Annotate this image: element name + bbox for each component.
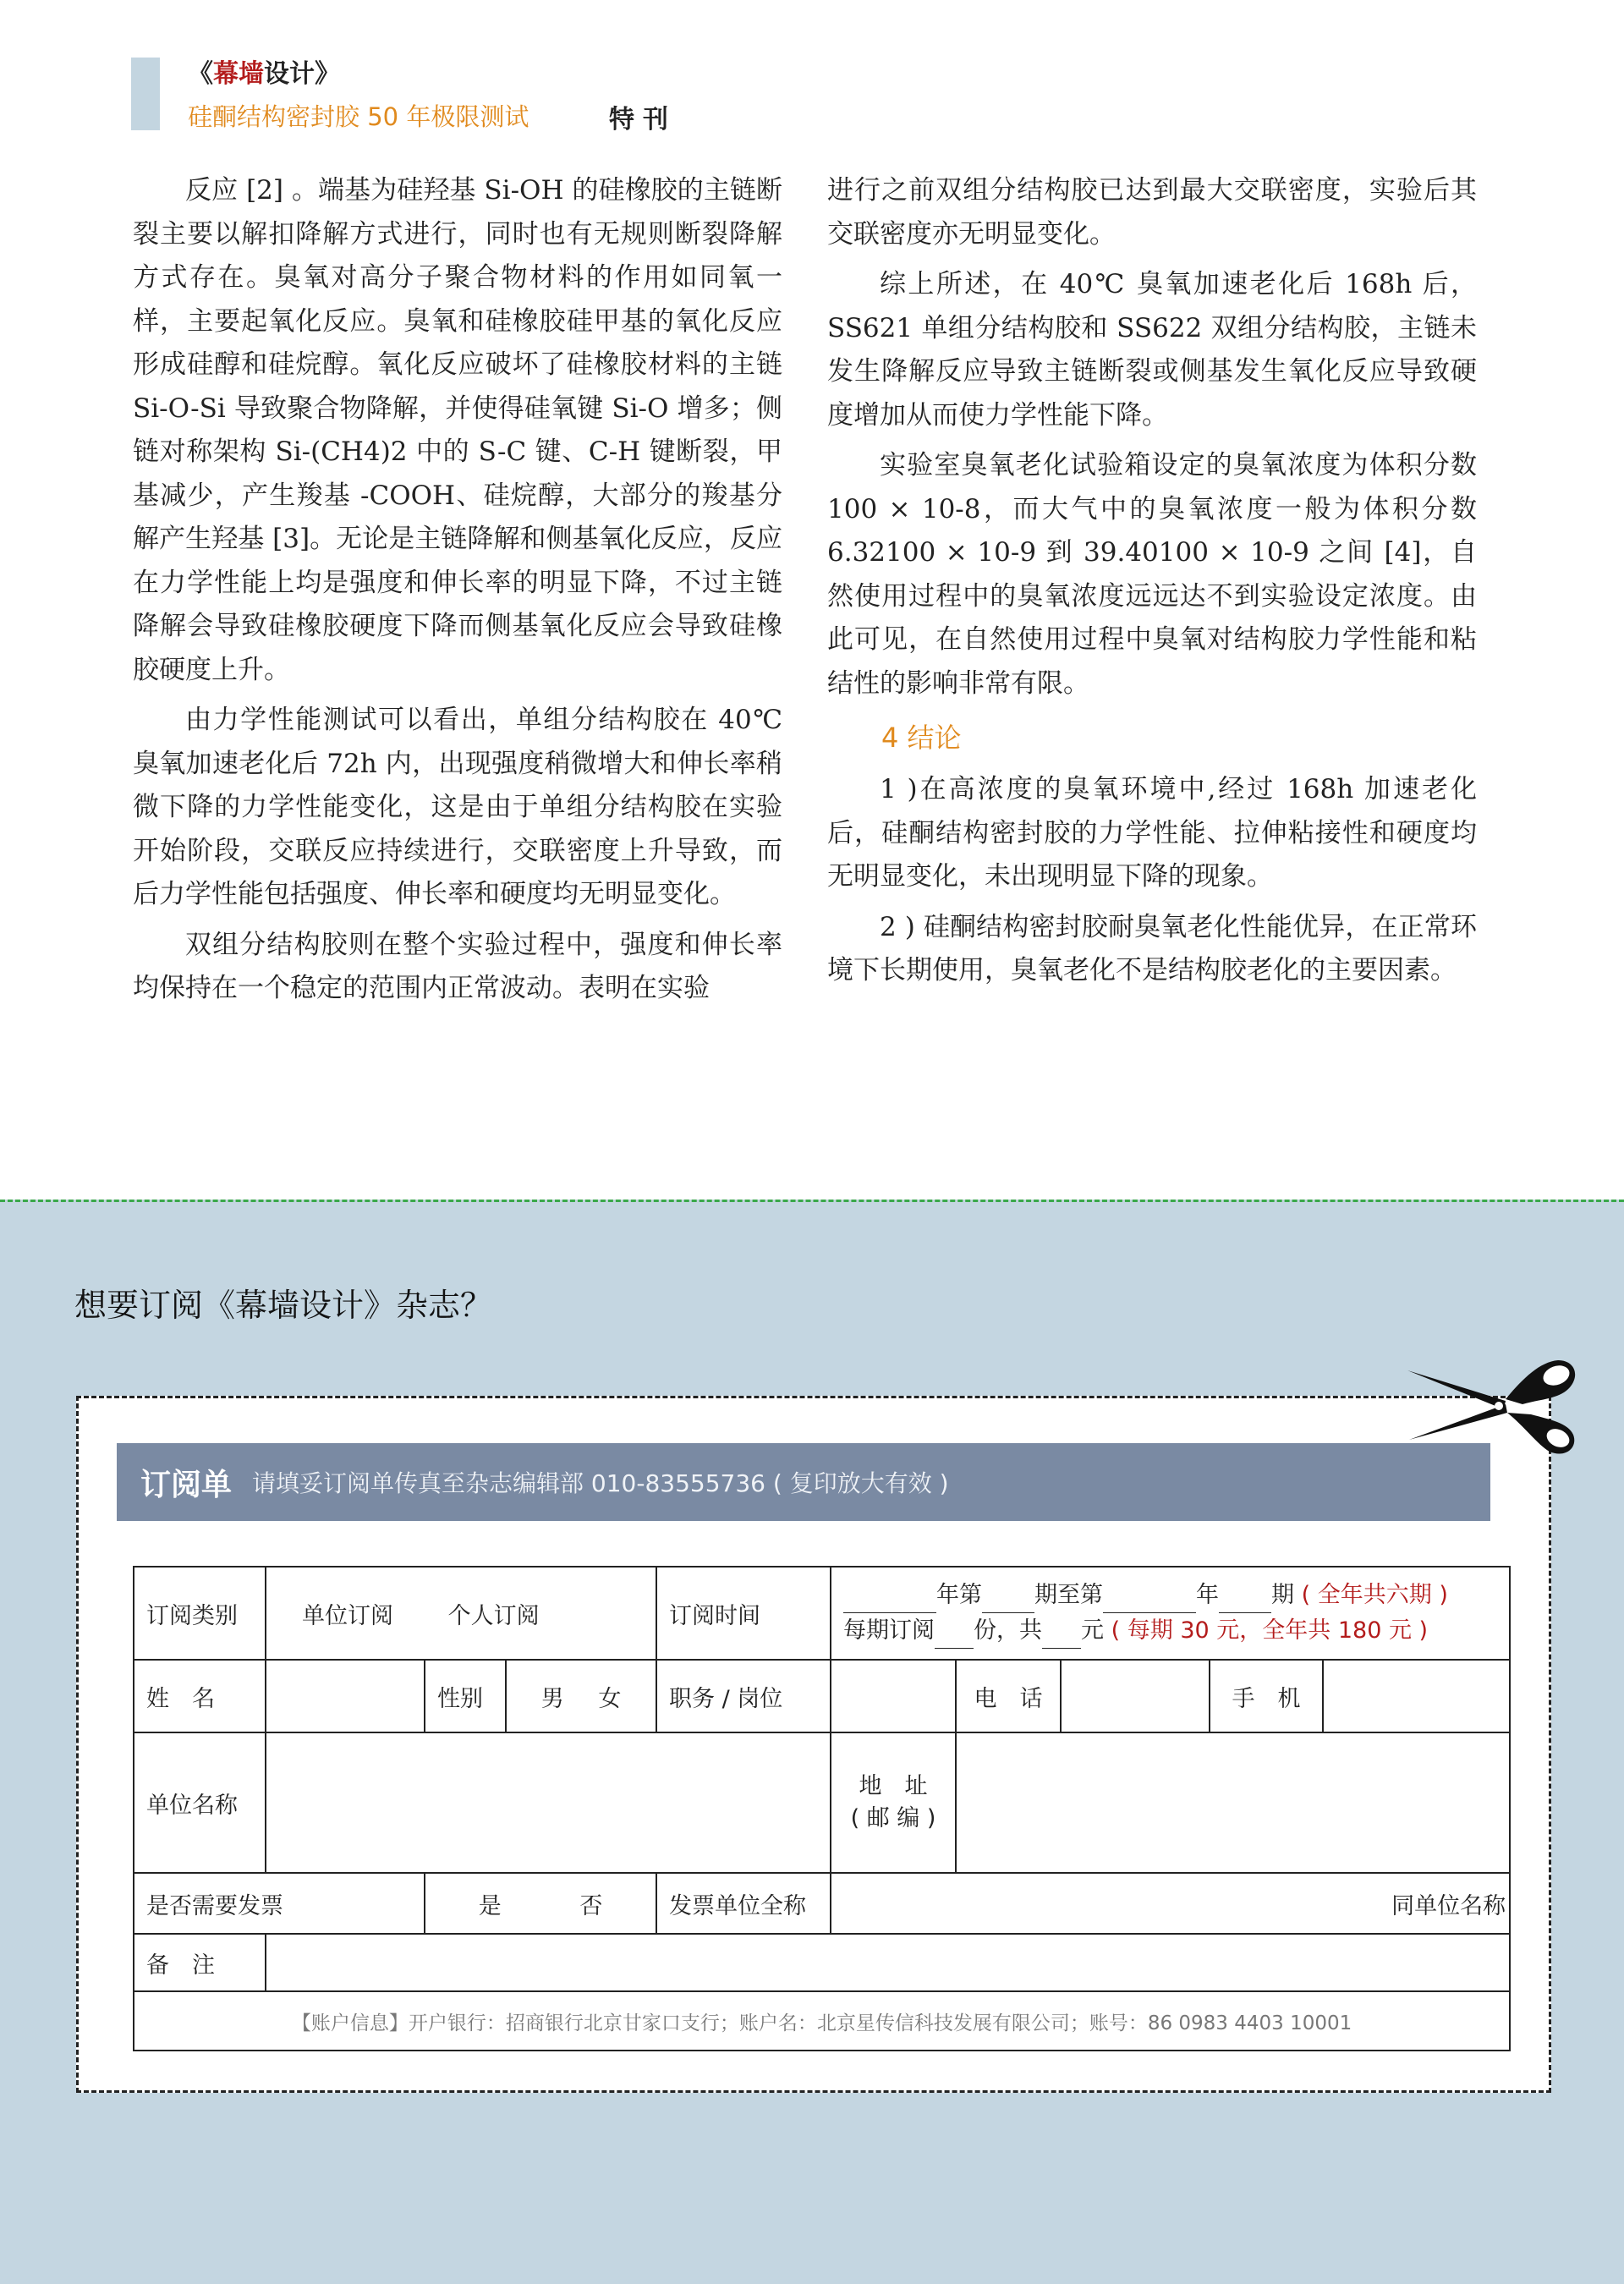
subscription-question: 想要订阅《幕墙设计》杂志？ (74, 1287, 493, 1324)
mobile-input[interactable] (1323, 1660, 1510, 1732)
form-note: 请填妥订阅单传真至杂志编辑部 010-83555736 ( 复印放大有效 ) (252, 1469, 949, 1497)
address-input[interactable] (956, 1732, 1510, 1873)
paragraph: 进行之前双组分结构胶已达到最大交联密度，实验后其交联密度亦无明显变化。 (827, 175, 1477, 250)
time-label: 订阅时间 (656, 1567, 831, 1660)
address-label: 地 址 ( 邮 编 ) (831, 1732, 956, 1873)
start-issue-input[interactable] (982, 1590, 1034, 1613)
magazine-title: 《幕墙设计》 (188, 59, 340, 89)
option-personal[interactable]: 个人订阅 (447, 1602, 540, 1629)
phone-input[interactable] (1061, 1660, 1210, 1732)
invoice-yes[interactable]: 是 (478, 1892, 502, 1919)
price-note: ( 每期 30 元，全年共 180 元 ) (1111, 1617, 1429, 1644)
conclusion-heading: 4 结论 (881, 722, 962, 754)
form-title: 订阅单 (140, 1467, 233, 1502)
start-year-input[interactable] (843, 1590, 936, 1613)
form-row-invoice (134, 1873, 1510, 1934)
end-issue-input[interactable] (1219, 1590, 1271, 1613)
mobile-label: 手 机 (1210, 1660, 1323, 1732)
paragraph: 2 ) 硅酮结构密封胶耐臭氧老化性能优异，在正常环境下长期使用，臭氧老化不是结构胶老化的主要因素。 (827, 911, 1477, 986)
form-row-account (134, 1991, 1510, 2051)
type-label: 订阅类别 (134, 1567, 266, 1660)
header-accent-bar (131, 58, 160, 130)
gender-options (506, 1660, 656, 1732)
name-label: 姓 名 (134, 1660, 266, 1732)
full-year-note: ( 全年共六期 ) (1301, 1582, 1448, 1608)
form-row-subscription (134, 1567, 1510, 1660)
same-as-company: 同单位名称 (1391, 1892, 1506, 1919)
invoice-options (425, 1873, 656, 1934)
paragraph: 由力学性能测试可以看出，单组分结构胶在 40℃ 臭氧加速老化后 72h 内，出现强度稍微增大和伸长率稍微下降的力学性能变化，这是由于单组分结构胶在实验开始阶段，交联反应持续进行，交联密度上升导致，而后力学性能包括强度、伸长率和硬度均无明显变化。 (133, 705, 782, 909)
end-year-input[interactable] (1103, 1590, 1196, 1613)
remark-label: 备 注 (134, 1934, 266, 1991)
remark-input[interactable] (266, 1934, 1510, 1991)
paragraph: 综上所述，在 40℃ 臭氧加速老化后 168h 后，SS621 单组分结构胶和 SS622 双组分结构胶，主链未发生降解反应导致主链断裂或侧基发生氧化反应导致硬度增加从而使力学性能下降。 (827, 269, 1477, 431)
invoice-no[interactable]: 否 (579, 1892, 603, 1919)
company-label: 单位名称 (134, 1732, 266, 1873)
time-field (831, 1567, 1510, 1660)
paragraph: 1 )在高浓度的臭氧环境中,经过 168h 加速老化后，硅酮结构密封胶的力学性能、拉伸粘接性和硬度均无明显变化，未出现明显下降的现象。 (827, 774, 1477, 892)
name-input[interactable] (266, 1660, 425, 1732)
position-input[interactable] (831, 1660, 956, 1732)
invoice-name-input[interactable] (831, 1873, 1510, 1934)
phone-label: 电 话 (956, 1660, 1061, 1732)
gender-label: 性别 (425, 1660, 506, 1732)
paragraph: 双组分结构胶则在整个实验过程中，强度和伸长率均保持在一个稳定的范围内正常波动。表明在实验 (133, 929, 782, 1003)
form-row-company (134, 1732, 1510, 1873)
special-issue-label: 特刊 (609, 105, 677, 135)
form-row-personal (134, 1660, 1510, 1732)
gender-female[interactable]: 女 (598, 1685, 622, 1712)
option-unit[interactable]: 单位订阅 (302, 1602, 393, 1629)
account-info: 【账户信息】开户银行：招商银行北京甘家口支行；账户名：北京星传信科技发展有限公司；账号：86 0983 4403 10001 (134, 1991, 1510, 2051)
type-options (266, 1567, 656, 1660)
paragraph: 反应 [2] 。端基为硅羟基 Si-OH 的硅橡胶的主链断裂主要以解扣降解方式进行，同时也有无规则断裂降解方式存在。臭氧对高分子聚合物材料的作用如同氧一样，主要起氧化反应。臭氧和硅橡胶硅甲基的氧化反应形成硅醇和硅烷醇。氧化反应破坏了硅橡胶材料的主链 Si-O-Si 导致聚合物降解，并使得硅氧键 Si-O 增多；侧链对称架构 Si-(CH4)2 中的 S-C 键、C-H 键断裂，甲基减少，产生羧基 -COOH、硅烷醇，大部分的羧基分解产生羟基 [3]。无论是主链降解和侧基氧化反应，反应在力学性能上均是强度和伸长率的明显下降，不过主链降解会导致硅橡胶硬度下降而侧基氧化反应会导致硅橡胶硬度上升。 (133, 175, 782, 685)
form-row-remark (134, 1934, 1510, 1991)
issue-subtitle: 硅酮结构密封胶 50 年极限测试 (188, 102, 529, 131)
period-line: 年第 期至第 年 期 ( 全年共六期 ) (843, 1578, 1497, 1613)
position-label: 职务 / 岗位 (656, 1660, 831, 1732)
invoice-label: 是否需要发票 (134, 1873, 425, 1934)
paragraph: 实验室臭氧老化试验箱设定的臭氧浓度为体积分数 100 × 10-8，而大气中的臭氧浓度一般为体积分数 6.32100 × 10-9 到 39.40100 × 10-9 之间 [4]，自然使用过程中的臭氧浓度远远达不到实验设定浓度。由此可见，在自然使用过程中臭氧对结构胶力学性能和粘结性的影响非常有限。 (827, 450, 1477, 699)
gender-male[interactable]: 男 (540, 1685, 564, 1712)
copies-line: 每期订阅 份，共 元 ( 每期 30 元，全年共 180 元 ) (843, 1613, 1497, 1649)
form-title-bar (117, 1443, 1490, 1521)
article-left-column (133, 169, 782, 1018)
invoice-name-label: 发票单位全称 (656, 1873, 831, 1934)
copies-input[interactable] (935, 1626, 974, 1649)
total-input[interactable] (1042, 1626, 1081, 1649)
article-right-column (827, 169, 1477, 1000)
company-input[interactable] (266, 1732, 831, 1873)
subscription-form-table (133, 1566, 1511, 2051)
